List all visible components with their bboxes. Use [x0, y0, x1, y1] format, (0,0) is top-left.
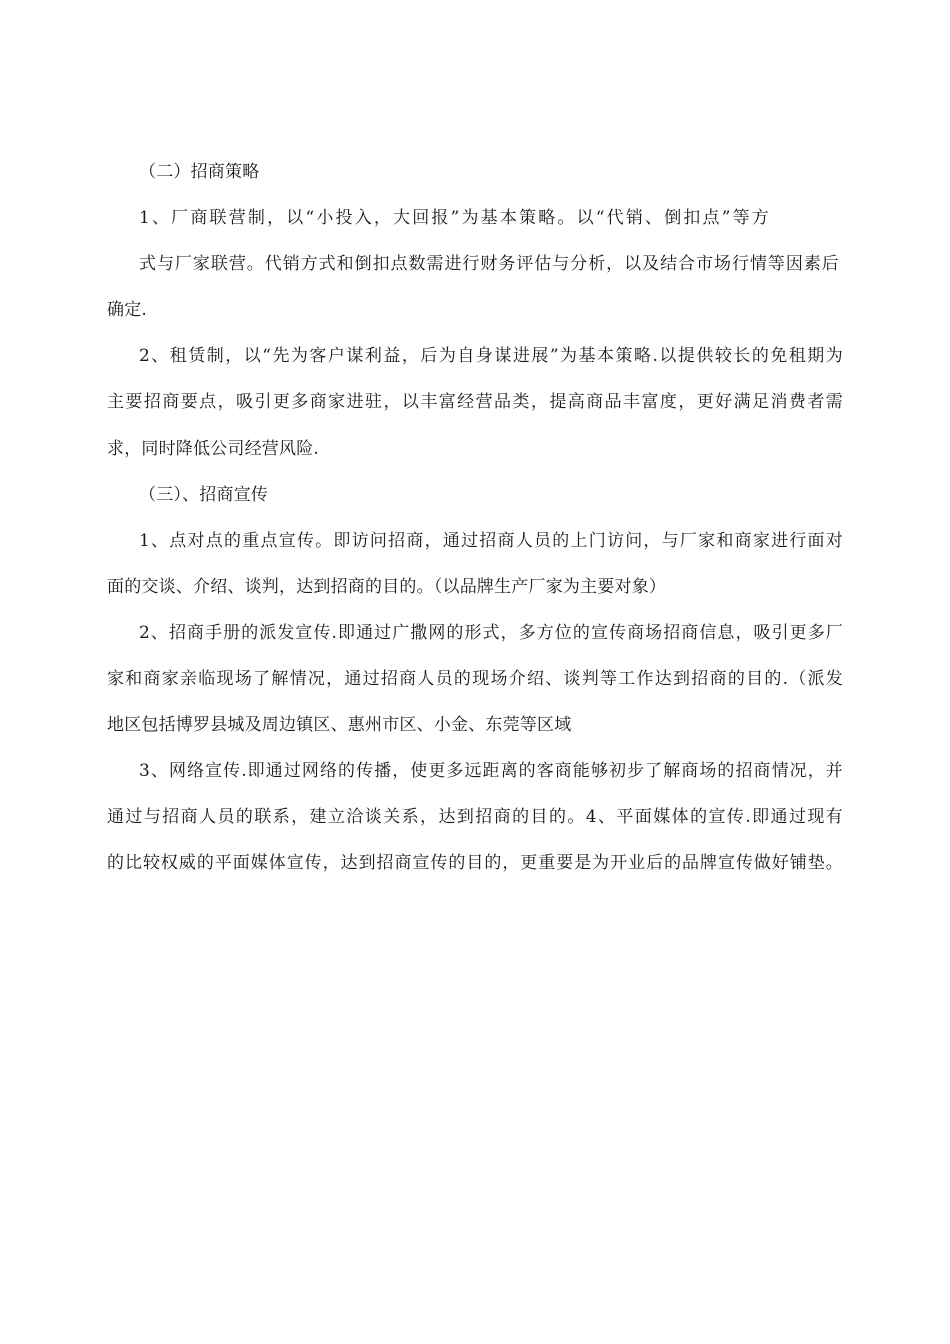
- paragraph-5-line-1: 3、网络宣传.即通过网络的传播，使更多远距离的客商能够初步了解商场的招商情况，并: [139, 761, 843, 781]
- section-heading-strategy: （二）招商策略: [139, 162, 260, 182]
- paragraph-4-line-1: 2、招商手册的派发宣传.即通过广撒网的形式，多方位的宣传商场招商信息，吸引更多厂: [139, 623, 843, 643]
- paragraph-4-line-3: 地区包括博罗县城及周边镇区、惠州市区、小金、东莞等区域: [107, 715, 572, 735]
- paragraph-2-line-2: 主要招商要点，吸引更多商家进驻，以丰富经营品类，提高商品丰富度，更好满足消费者需: [107, 392, 843, 412]
- paragraph-5-line-2: 通过与招商人员的联系，建立洽谈关系，达到招商的目的。4、平面媒体的宣传.即通过现有: [107, 807, 843, 827]
- paragraph-1-line-3: 确定.: [107, 300, 148, 320]
- paragraph-2-line-1: 2、租赁制，以“先为客户谋利益，后为自身谋进展”为基本策略.以提供较长的免租期为: [139, 346, 843, 366]
- paragraph-5-line-3: 的比较权威的平面媒体宣传，达到招商宣传的目的，更重要是为开业后的品牌宣传做好铺垫。: [107, 853, 843, 873]
- paragraph-3-line-2: 面的交谈、介绍、谈判，达到招商的目的。（以品牌生产厂家为主要对象）: [107, 577, 667, 597]
- section-heading-promotion: （三）、招商宣传: [139, 485, 269, 505]
- paragraph-3-line-1: 1、点对点的重点宣传。即访问招商，通过招商人员的上门访问，与厂家和商家进行面对: [139, 531, 843, 551]
- paragraph-1-line-1: 1、厂商联营制，以“小投入，大回报”为基本策略。以“代销、倒扣点”等方: [139, 208, 770, 228]
- paragraph-4-line-2: 家和商家亲临现场了解情况，通过招商人员的现场介绍、谈判等工作达到招商的目的.（派发: [107, 669, 843, 689]
- paragraph-2-line-3: 求，同时降低公司经营风险.: [107, 439, 320, 459]
- paragraph-1-line-2: 式与厂家联营。代销方式和倒扣点数需进行财务评估与分析，以及结合市场行情等因素后: [139, 254, 839, 274]
